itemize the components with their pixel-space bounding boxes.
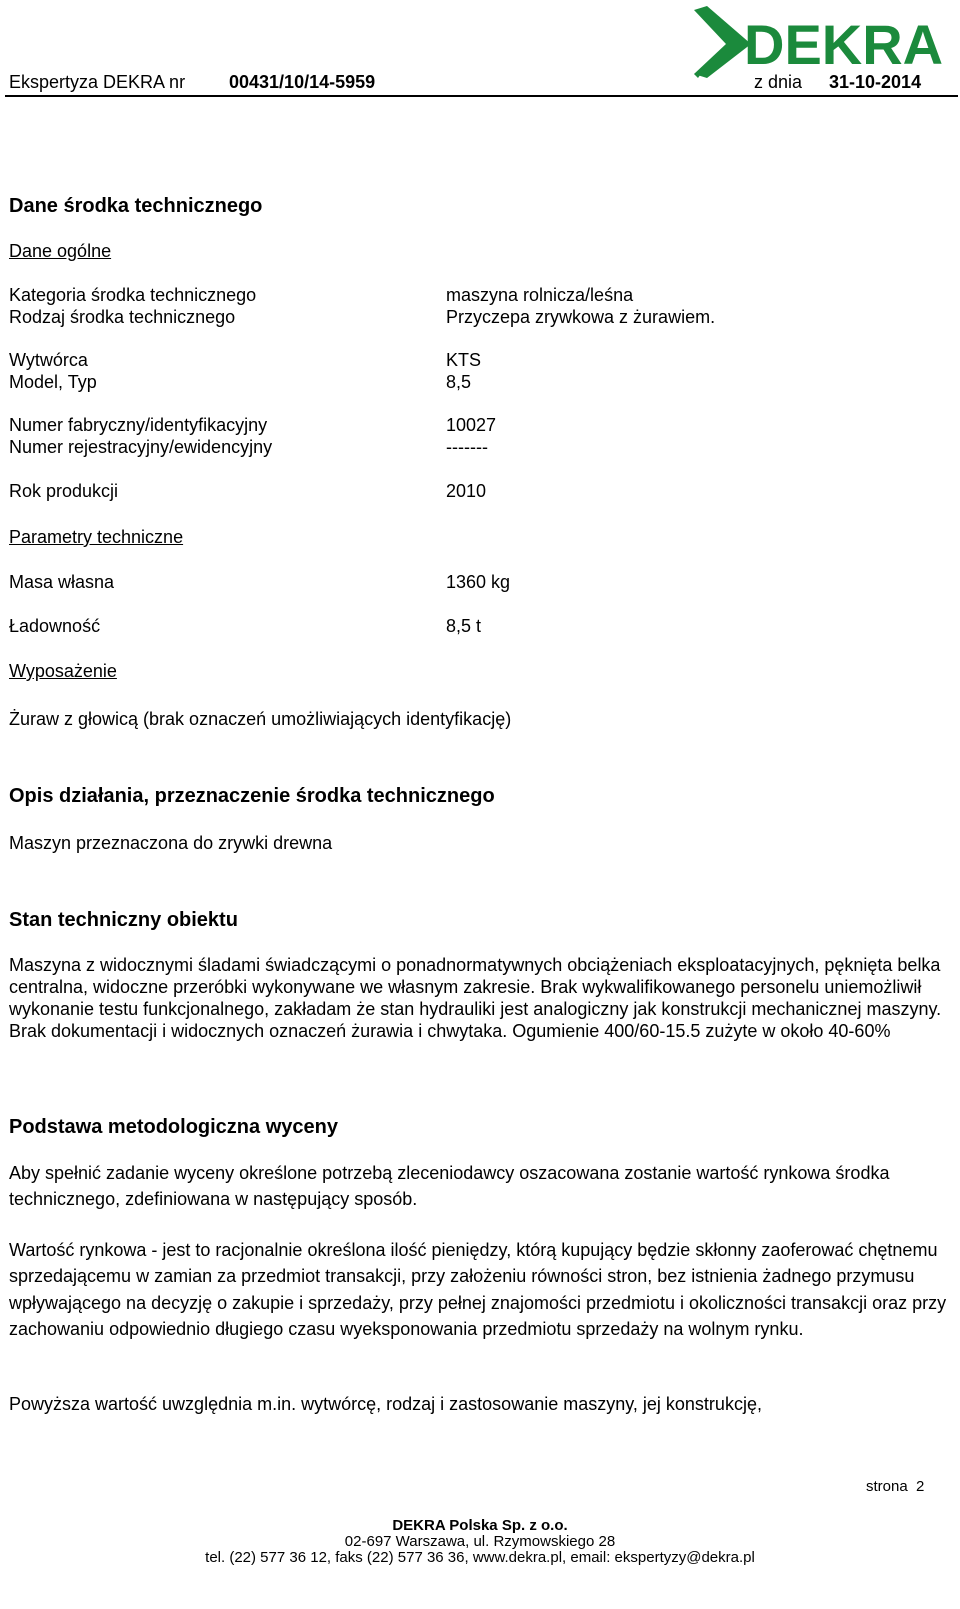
value-year: 2010: [446, 481, 487, 501]
section-title-device-data: Dane środka technicznego: [9, 195, 263, 217]
page-label: strona: [866, 1478, 908, 1495]
subsection-equipment: Wyposażenie: [9, 661, 117, 681]
methodology-paragraph-1: Aby spełnić zadanie wyceny określone potrzebą zleceniodawcy oszacowana zostanie wartość rynkowa środka technicznego, zdefiniowana w następujący sposób.: [9, 1163, 890, 1210]
section-title-purpose: Opis działania, przeznaczenie środka technicznego: [9, 785, 495, 807]
methodology-paragraph-2: Wartość rynkowa - jest to racjonalnie określona ilość pieniędzy, którą kupujący będzie skłonny zaoferować chętnemu sprzedającemu w zamian za przedmiot transakcji, przy założeniu równości stron, bez istnienia żadnego przymusu wpływającego na decyzję o zakupie i sprzedaży, przy pełnej znajomości przedmiotu i okoliczności transakcji oraz przy zachowaniu odpowiednio długiego czasu wyeksponowania przedmiotu sprzedaży na wolnym rynku.: [9, 1240, 947, 1340]
label-capacity: Ładowność: [9, 616, 101, 636]
dekra-logo: [694, 6, 958, 78]
value-model: 8,5: [446, 372, 472, 392]
label-year: Rok produkcji: [9, 481, 119, 501]
footer-company: DEKRA Polska Sp. z o.o.: [392, 1517, 568, 1534]
label-type: Rodzaj środka technicznego: [9, 307, 236, 327]
value-serial: 10027: [446, 415, 497, 435]
footer-contact: tel. (22) 577 36 12, faks (22) 577 36 36, www.dekra.pl, email: ekspertyzy@dekra.pl: [205, 1549, 755, 1566]
subsection-general: Dane ogólne: [9, 241, 112, 261]
equipment-text: Żuraw z głowicą (brak oznaczeń umożliwiających identyfikację): [9, 709, 512, 729]
label-mass: Masa własna: [9, 572, 115, 592]
value-capacity: 8,5 t: [446, 616, 482, 636]
value-manufacturer: KTS: [446, 350, 482, 370]
section-title-condition: Stan techniczny obiektu: [9, 909, 238, 931]
value-mass: 1360 kg: [446, 572, 511, 592]
methodology-paragraph-3: Powyższa wartość uwzględnia m.in. wytwórcę, rodzaj i zastosowanie maszyny, jej konstrukcję,: [9, 1394, 762, 1414]
label-registration: Numer rejestracyjny/ewidencyjny: [9, 437, 273, 457]
label-model: Model, Typ: [9, 372, 97, 392]
condition-text: Maszyna z widocznymi śladami świadczącymi o ponadnormatywnych obciążeniach eksploatacyjnych, pęknięta belka centralna, widoczne przeróbki wykonywane we własnym zakresie. Brak wykwalifikowanego personelu uniemożliwił wykonanie testu funkcjonalnego, zakładam że stan hydrauliki jest analogiczny jak konstrukcji mechanicznej maszyny. Brak dokumentacji i widocznych oznaczeń żurawia i chwytaka. Ogumienie 400/60-15.5 zużyte w około 40-60%: [9, 955, 942, 1041]
subsection-params: Parametry techniczne: [9, 527, 184, 547]
doc-title: Ekspertyza DEKRA nr: [9, 72, 186, 92]
date-label: z dnia: [754, 72, 803, 92]
value-type: Przyczepa zrywkowa z żurawiem.: [446, 307, 716, 327]
page-number: [866, 1478, 924, 1495]
svg-text:DEKRA: DEKRA: [744, 13, 944, 76]
value-category: maszyna rolnicza/leśna: [446, 285, 634, 305]
label-category: Kategoria środka technicznego: [9, 285, 257, 305]
page-value: 2: [916, 1478, 925, 1495]
section-title-methodology: Podstawa metodologiczna wyceny: [9, 1116, 338, 1138]
footer-address: 02-697 Warszawa, ul. Rzymowskiego 28: [344, 1533, 616, 1550]
doc-number: 00431/10/14-5959: [229, 72, 376, 92]
label-manufacturer: Wytwórca: [9, 350, 88, 370]
label-serial: Numer fabryczny/identyfikacyjny: [9, 415, 268, 435]
value-registration: -------: [446, 437, 488, 457]
purpose-text: Maszyn przeznaczona do zrywki drewna: [9, 833, 333, 853]
doc-date: 31-10-2014: [829, 72, 922, 92]
header-divider: [5, 95, 958, 97]
